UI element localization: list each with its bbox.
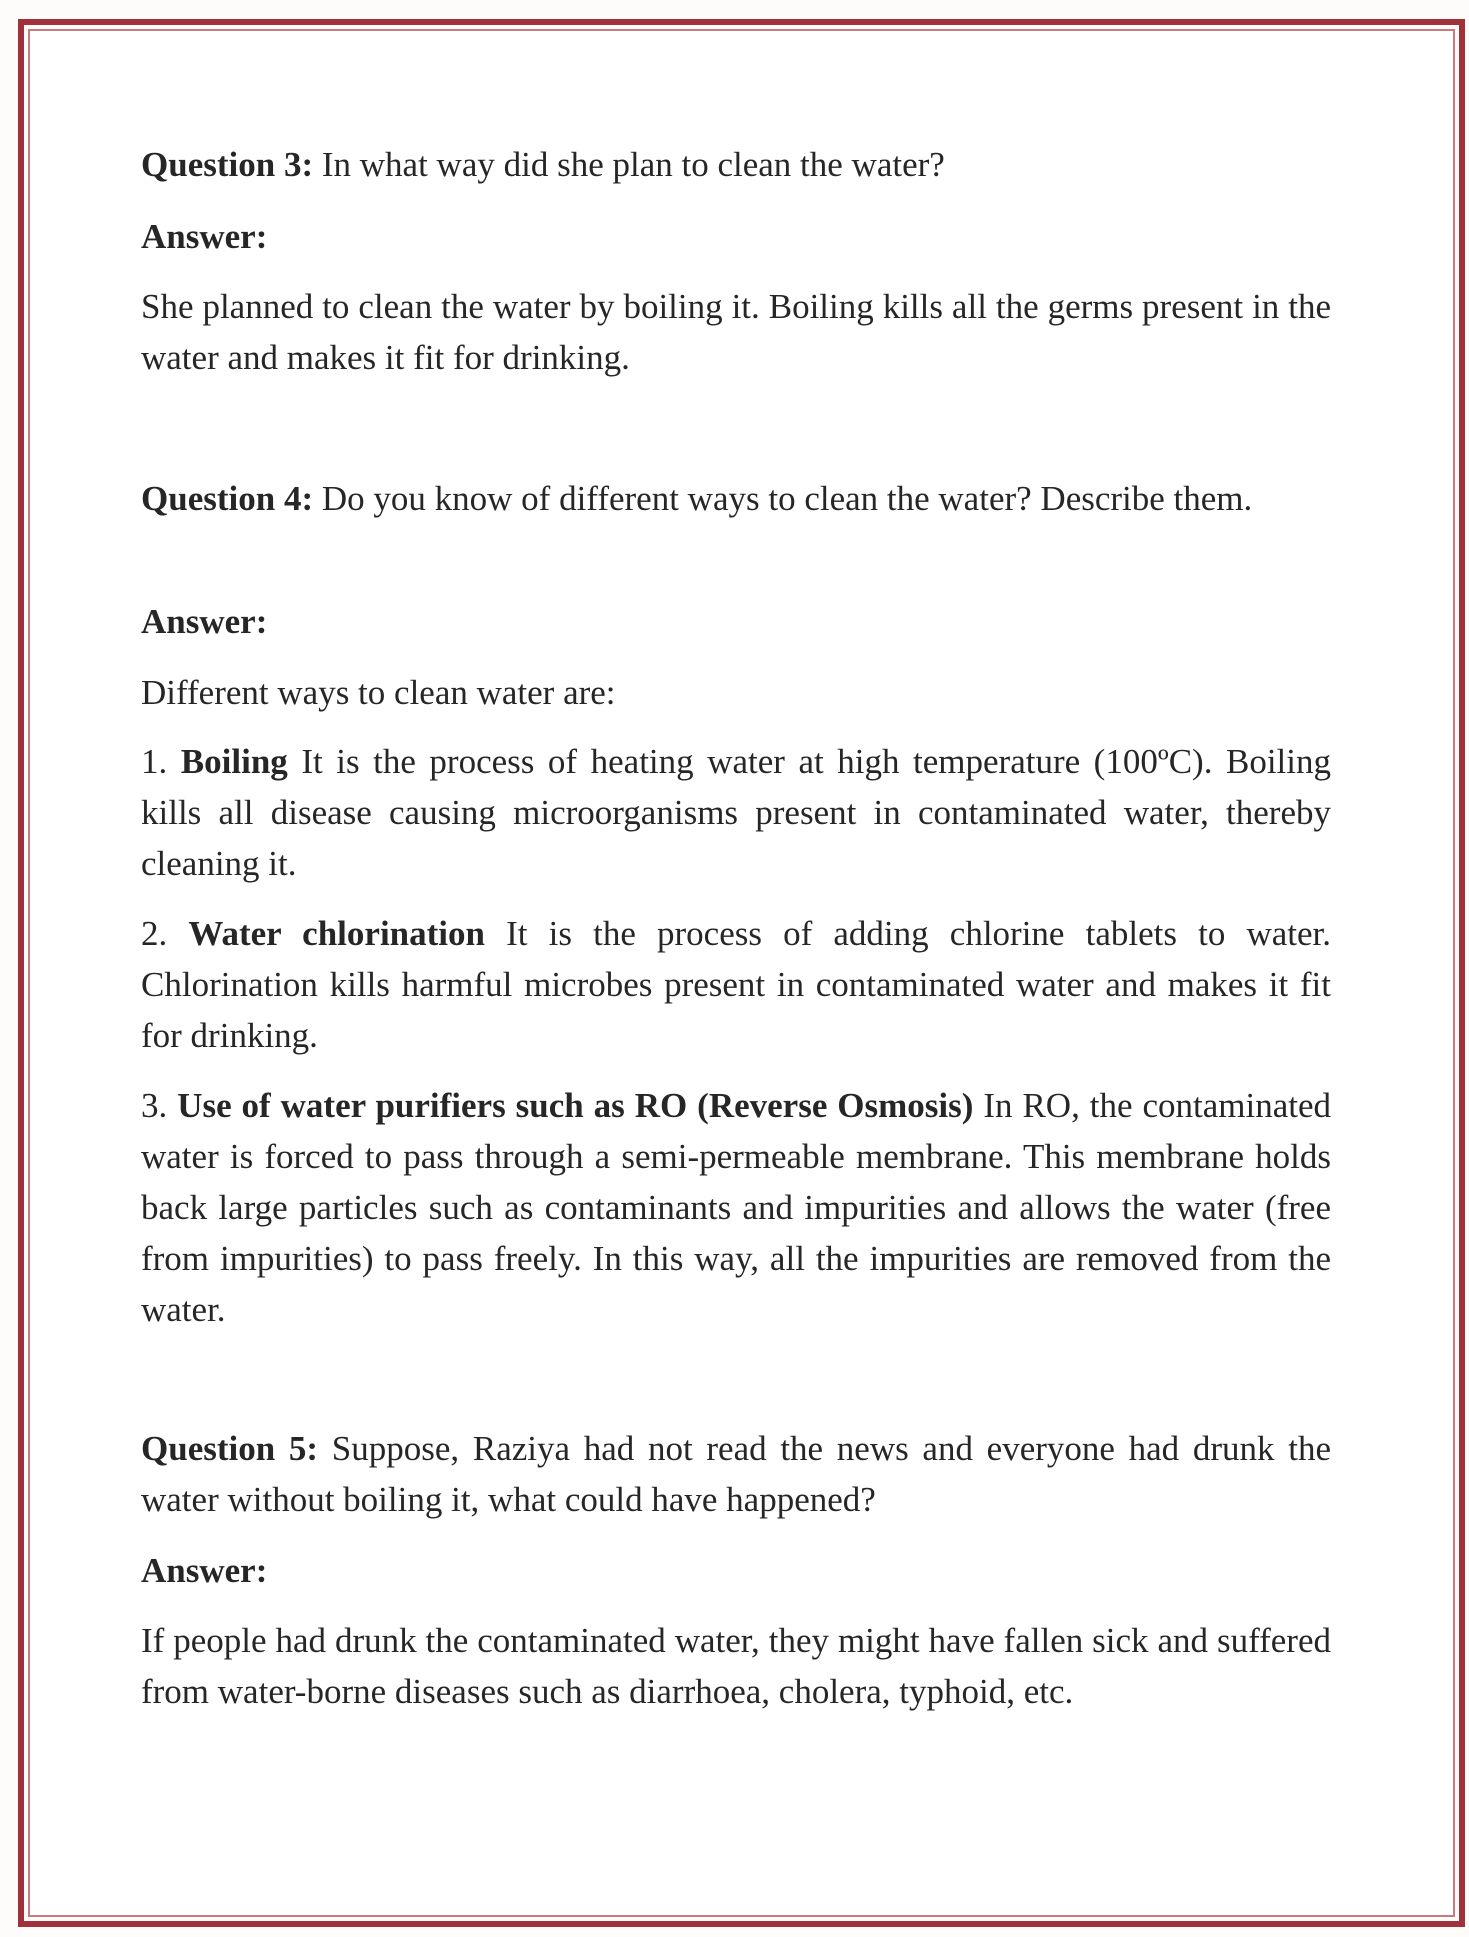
question-label: Question 3: xyxy=(141,145,314,184)
item-number: 3. xyxy=(141,1086,178,1125)
question-text: Do you know of different ways to clean the water? Describe them. xyxy=(313,479,1253,518)
item-text: It is the process of adding chlorine tablets to water. Chlorination kills harmful microbes present in contaminated water and makes it fit for drinking. xyxy=(141,914,1331,1055)
list-item xyxy=(141,736,1331,889)
answer-label: Answer: xyxy=(141,602,268,641)
answer-4-intro: Different ways to clean water are: xyxy=(141,673,616,712)
item-text: In RO, the contaminated water is forced to pass through a semi-permeable membrane. This membrane holds back large particles such as contaminants and impurities and allows the water (free from impurities) to pass freely. In this way, all the impurities are removed from the water. xyxy=(141,1086,1331,1329)
item-title: Boiling xyxy=(180,742,288,781)
item-number: 1. xyxy=(141,742,181,781)
question-text: In what way did she plan to clean the water? xyxy=(313,145,945,184)
item-text: It is the process of heating water at high temperature (100ºC). Boiling kills all disease causing microorganisms present in contaminated water, thereby cleaning it. xyxy=(141,742,1331,883)
answer-label: Answer: xyxy=(141,217,268,256)
question-text: Suppose, Raziya had not read the news and everyone had drunk the water without boiling it, what could have happened? xyxy=(141,1429,1331,1519)
list-item xyxy=(141,908,1331,1061)
item-number: 2. xyxy=(141,914,189,953)
question-label: Question 4: xyxy=(141,479,314,518)
question-3 xyxy=(141,139,1331,190)
answer-label: Answer: xyxy=(141,1551,268,1590)
question-label: Question 5: xyxy=(141,1429,319,1468)
question-5 xyxy=(141,1423,1331,1525)
list-item xyxy=(141,1080,1331,1335)
item-title: Use of water purifiers such as RO (Reverse Osmosis) xyxy=(177,1086,974,1125)
item-title: Water chlorination xyxy=(188,914,485,953)
answer-3: She planned to clean the water by boiling it. Boiling kills all the germs present in the water and makes it fit for drinking. xyxy=(141,287,1331,377)
question-4 xyxy=(141,473,1331,524)
answer-5: If people had drunk the contaminated water, they might have fallen sick and suffered from water-borne diseases such as diarrhoea, cholera, typhoid, etc. xyxy=(141,1621,1331,1711)
